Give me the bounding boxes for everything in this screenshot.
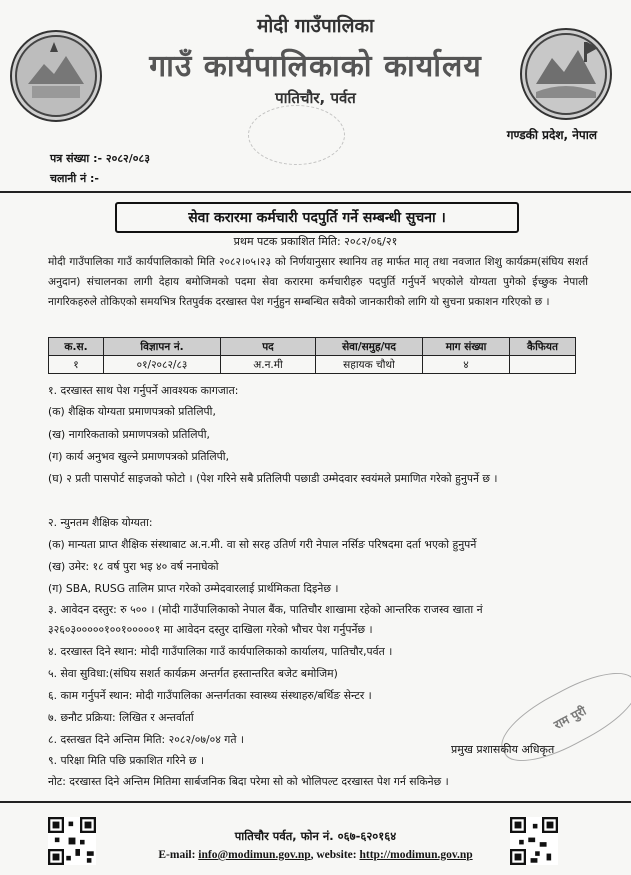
office-stamp (248, 105, 345, 165)
cell-demand: ४ (423, 356, 510, 374)
footer-contact (0, 849, 631, 861)
note: नोट: दरखास्त दिने अन्तिम मितिमा सार्बजनिक बिदा परेमा सो को भोलिपल्ट दरखास्त पेश गर्न सकिनेछ । (48, 775, 449, 788)
list-item: (ख) नागरिकताको प्रमाणपत्रको प्रतिलिपी, (48, 428, 210, 441)
office-location: पातिचौर, पर्वत (275, 89, 356, 107)
list-item: (क) शैक्षिक योग्यता प्रमाणपत्रको प्रतिलिपी, (48, 405, 216, 418)
section-selection-process: ७. छनौट प्रक्रिया: लिखित र अन्तर्वार्ता (48, 711, 194, 724)
section-exam-date: ९. परिक्षा मिति पछि प्रकाशित गरिने छ । (48, 754, 205, 767)
vacancy-table (48, 337, 576, 374)
section-deadline: ८. दस्तखत दिने अन्तिम मिति: २०८२/०७/०४ गते । (48, 733, 245, 746)
section-documents-title: १. दरखास्त साथ पेश गर्नुपर्ने आवश्यक कागजात: (48, 384, 239, 397)
cell-advert-no: ०१/२०८२/८३ (104, 356, 221, 374)
footer-address: पातिचौर पर्वत, फोन नं. ०६७-६२०१६४ (234, 829, 397, 843)
office-name: गाउँ कार्यपालिकाको कार्यालय (149, 49, 482, 84)
dispatch-number: चलानी नं :- (50, 172, 99, 185)
col-header-serial: क.स. (49, 338, 104, 356)
province-label: गण्डकी प्रदेश, नेपाल (506, 128, 597, 142)
section-work-place: ६. काम गर्नुपर्ने स्थान: मोदी गाउँपालिका अन्तर्गतका स्वास्थ्य संस्थाहरु/बर्थिङ सेन्टर । (48, 689, 372, 702)
col-header-remarks: कैफियत (510, 338, 576, 356)
list-item: (ग) कार्य अनुभव खुल्ने प्रमाणपत्रको प्रतिलिपी, (48, 450, 230, 463)
col-header-demand: माग संख्या (423, 338, 510, 356)
list-item: (घ) २ प्रती पासपोर्ट साइजको फोटो । (पेश गरिने सबै प्रतिलिपी पछाडी उम्मेदवार स्वयंमले प्रमाणित गरेको हुनुपर्ने छ । (48, 472, 498, 485)
list-item: (ग) SBA, RUSG तालिम प्राप्त गरेको उम्मेदवारलाई प्रार्थमिकता दिइनेछ । (48, 582, 339, 595)
cell-serial: १ (49, 356, 104, 374)
col-header-service: सेवा/समुह/पद (316, 338, 423, 356)
list-item: (क) मान्यता प्राप्त शैक्षिक संस्थाबाट अ.न.मी. वा सो सरह उतिर्ण गरी नेपाल नर्सिङ परिषदमा दर्ता भएको हुनुपर्ने (48, 538, 477, 551)
website-label: , website: (310, 849, 357, 861)
table-header-row (49, 338, 576, 356)
published-date: प्रथम पटक प्रकाशित मिति: २०८२/०६/२१ (233, 235, 398, 248)
cell-service: सहायक चौथो (316, 356, 423, 374)
table-row (49, 356, 576, 374)
intro-paragraph: मोदी गाउँपालिका गाउँ कार्यपालिकाको मिति २०८२।०५।२३ को निर्णयानुसार स्थानिय तह मार्फत मातृ तथा नवजात शिशु कार्यक्रम(संघिय सशर्त अनुदान) संचालनका लागी देहाय बमोजिमको पदमा सेवा करारमा कर्मचारीहरु पदपुर्ति गर्नुपर्ने भएकोले योग्यता पुगेको ईच्छुक नेपाली नागरिकहरुले तोकिएको समयभित्र रितपुर्वक दरखास्त पेश गर्नुहुन सम्बन्धित सवैको जानकारीको लागि यो सुचना प्रकाशन गरिएको छ । (48, 256, 588, 308)
divider (0, 191, 631, 193)
list-item: (ख) उमेर: १८ वर्ष पुरा भइ ४० वर्ष ननाघेको (48, 560, 219, 573)
letter-number: पत्र संख्या :- २०८२/०८३ (50, 152, 150, 165)
cell-remarks (510, 356, 576, 374)
section-benefits: ५. सेवा सुविधा:(संघिय सशर्त कार्यक्रम अन्तर्गत हस्तान्तरित बजेट बमोजिम) (48, 667, 338, 680)
signature-stamp: राम पुरी (491, 658, 631, 776)
section-application-fee: ३. आवेदन दस्तुर: रु ५०० । (मोदी गाउँपालिकाको नेपाल बैंक, पातिचौर शाखामा रहेको आन्तरिक राजस्व खाता नं ३२६०३०००००१००१०००००१ मा आवेदन दस्तुर दाखिला गरेको भौचर पेश गर्नुपर्नेछ । (48, 603, 483, 636)
signatory-title: प्रमुख प्रशासकीय अधिकृत (451, 743, 555, 756)
notice-title: सेवा करारमा कर्मचारी पदपुर्ति गर्ने सम्बन्धी सुचना । (115, 202, 519, 233)
section-qualification-title: २. न्युनतम शैक्षिक योग्यता: (48, 516, 153, 529)
divider (0, 801, 631, 803)
email-label: E-mail: (158, 849, 196, 861)
cell-post: अ.न.मी (221, 356, 316, 374)
website-link[interactable]: http://modimun.gov.np (359, 849, 473, 861)
municipality-name: मोदी गाउँपालिका (257, 15, 374, 37)
section-submission-place: ४. दरखास्त दिने स्थान: मोदी गाउँपालिका गाउँ कार्यपालिकाको कार्यालय, पातिचौर,पर्वत । (48, 645, 393, 658)
col-header-post: पद (221, 338, 316, 356)
col-header-advert-no: विज्ञापन नं. (104, 338, 221, 356)
email-link[interactable]: info@modimun.gov.np (198, 849, 311, 861)
